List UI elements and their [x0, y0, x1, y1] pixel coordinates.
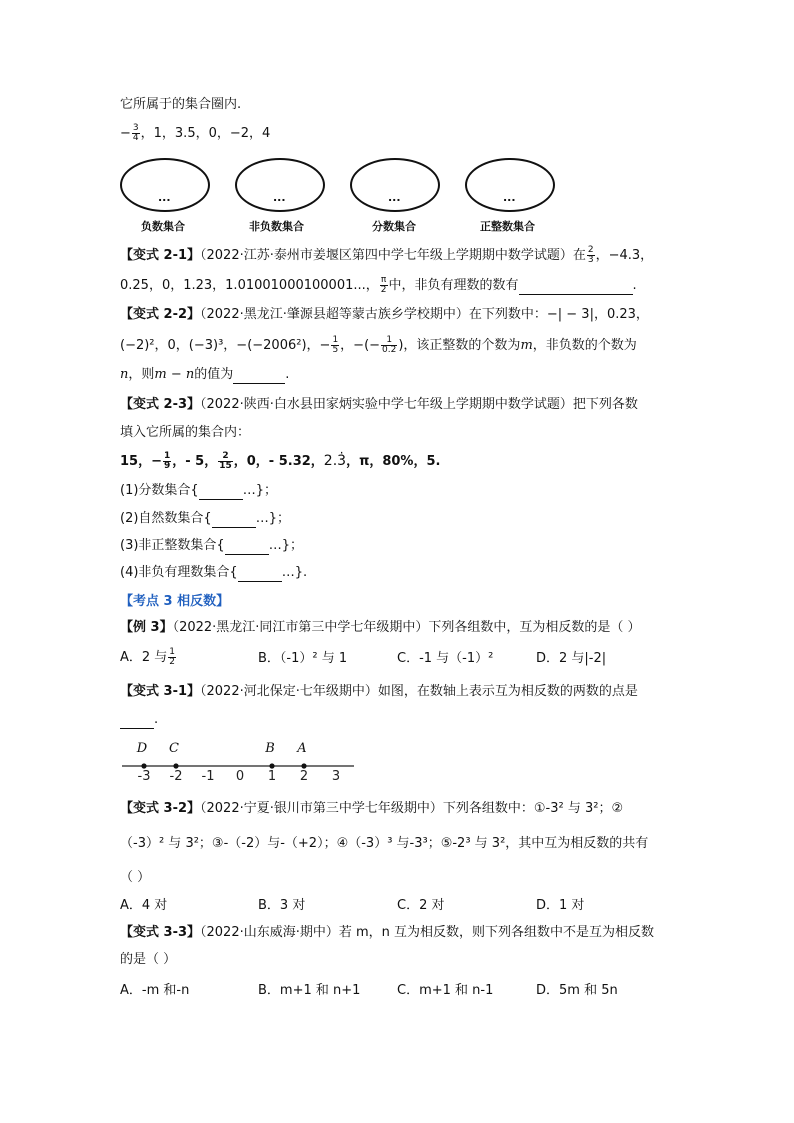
v32-option-a: A．4 对 — [120, 898, 168, 913]
v31-line1: 【变式 3-1】（2022·河北保定·七年级期中）如图，在数轴上表示互为相反数的两数的点是 — [120, 684, 638, 699]
point-B — [269, 763, 274, 768]
ex3-stem: 【例 3】（2022·黑龙江·同江市第三中学七年级期中）下列各组数中，互为相反数的是（ ） — [120, 620, 641, 635]
v23-line2: 填入它所属的集合内： — [120, 425, 251, 440]
v32-line2: （-3）² 与 3²；③-（-2）与-（+2）；④（-3）³ 与-3³；⑤-2³ 与 3²，其中互为相反数的共有 — [120, 836, 649, 851]
v23-set-1: (1)分数集合{ …}； — [120, 483, 277, 498]
v33-line2: 的是（ ） — [120, 952, 177, 967]
axis-tick-label: 1 — [267, 769, 277, 784]
v23-numbers: 15，− $\frac{1}{9}$ ，- 5， $\frac{2}{15}$ ，0，- 5.32，2.3̇，π，80%，5. — [120, 451, 441, 471]
point-D — [141, 763, 146, 768]
fraction: $\frac{1}{0.2}$ — [382, 335, 397, 355]
intro-numbers: − $\frac{3}{4}$ ，1，3.5，0，−2，4 — [120, 123, 271, 143]
repeating-decimal: 2.3̇ — [323, 453, 347, 469]
ex3-option-b: B．（-1）² 与 1 — [258, 651, 348, 666]
v22-line3: n，则m − n的值为 . — [120, 367, 290, 382]
axis-tick-label: 3 — [331, 769, 341, 784]
oval-dots: ... — [158, 191, 171, 204]
answer-blank[interactable] — [199, 485, 243, 500]
intro-line: 它所属于的集合圈内. — [120, 97, 242, 112]
v21-line2: 0.25，0，1.23，1.01001000100001...， $\frac{\pi}{2}$ 中，非负有理数的数有 . — [120, 275, 637, 295]
ex3-option-a: A．2 与 $\frac{1}{2}$ — [120, 647, 176, 667]
v23-set-3: (3)非正整数集合{ …}； — [120, 538, 303, 553]
oval-label-negative: 负数集合 — [141, 220, 185, 233]
v23-line1: 【变式 2-3】（2022·陕西·白水县田家炳实验中学七年级上学期期中数学试题）把下列各数 — [120, 397, 638, 412]
v33-option-c: C．m+1 和 n-1 — [397, 983, 494, 998]
v33-line1: 【变式 3-3】（2022·山东威海·期中）若 m，n 互为相反数，则下列各组数中不是互为相反数 — [120, 925, 655, 940]
point-label-D: D — [136, 741, 148, 756]
fraction: $\frac{\pi}{2}$ — [380, 275, 387, 295]
v21-line1: 【变式 2-1】（2022·江苏·泰州市姜堰区第四中学七年级上学期期中数学试题）在 $\frac{2}{3}$ ，−4.3， — [120, 245, 654, 265]
v32-line1: 【变式 3-2】（2022·宁夏·银川市第三中学七年级期中）下列各组数中：①-3² 与 3²；② — [120, 801, 624, 816]
oval-dots: ... — [273, 191, 286, 204]
fraction: $\frac{3}{4}$ — [132, 123, 139, 143]
v22-line2: (−2)²，0，(−3)³，−(−2006²)，− $\frac{1}{5}$ ，−(− $\frac{1}{0.2}$ )，该正整数的个数为m，非负数的个数为 — [120, 335, 637, 355]
ex3-option-d: D．2 与|-2| — [536, 651, 607, 666]
point-label-B: B — [265, 741, 275, 756]
v23-set-4: (4)非负有理数集合{ …}. — [120, 565, 308, 580]
number-line — [120, 734, 360, 790]
v32-line3: （ ） — [120, 870, 151, 885]
point-label-A: A — [297, 741, 307, 756]
answer-blank[interactable] — [238, 567, 282, 582]
answer-blank[interactable] — [120, 714, 154, 729]
point-label-C: C — [169, 741, 179, 756]
axis-tick-label: -2 — [169, 769, 183, 784]
oval-label-positive-integer: 正整数集合 — [480, 220, 535, 233]
axis-tick-label: -1 — [201, 769, 215, 784]
fraction: $\frac{1}{2}$ — [169, 647, 176, 667]
axis-tick-label: -3 — [137, 769, 151, 784]
answer-blank[interactable] — [225, 540, 269, 555]
oval-dots: ... — [388, 191, 401, 204]
v32-option-c: C．2 对 — [397, 898, 445, 913]
v32-option-d: D．1 对 — [536, 898, 585, 913]
point-C — [173, 763, 178, 768]
oval-label-nonnegative: 非负数集合 — [249, 220, 304, 233]
v32-option-b: B．3 对 — [258, 898, 306, 913]
v33-option-d: D．5m 和 5n — [536, 983, 618, 998]
answer-blank[interactable] — [212, 513, 256, 528]
oval-label-fraction: 分数集合 — [372, 220, 416, 233]
fraction: $\frac{1}{9}$ — [163, 451, 171, 471]
oval-dots: ... — [503, 191, 516, 204]
axis-tick-label: 2 — [299, 769, 309, 784]
answer-blank[interactable] — [519, 280, 633, 295]
ex3-option-c: C．-1 与（-1）² — [397, 651, 494, 666]
section-heading: 【考点 3 相反数】 — [120, 594, 230, 609]
fraction: $\frac{2}{3}$ — [587, 245, 594, 265]
v33-option-b: B．m+1 和 n+1 — [258, 983, 361, 998]
v22-line1: 【变式 2-2】（2022·黑龙江·肇源县超等蒙古族乡学校期中）在下列数中：−| − 3|，0.23， — [120, 307, 649, 322]
fraction: $\frac{1}{5}$ — [332, 335, 339, 355]
fraction: $\frac{2}{15}$ — [219, 451, 232, 471]
v31-line2: . — [120, 711, 158, 729]
v23-set-2: (2)自然数集合{ …}； — [120, 511, 290, 526]
v33-option-a: A．-m 和-n — [120, 983, 190, 998]
axis-tick-label: 0 — [235, 769, 245, 784]
point-A — [301, 763, 306, 768]
answer-blank[interactable] — [233, 369, 285, 384]
